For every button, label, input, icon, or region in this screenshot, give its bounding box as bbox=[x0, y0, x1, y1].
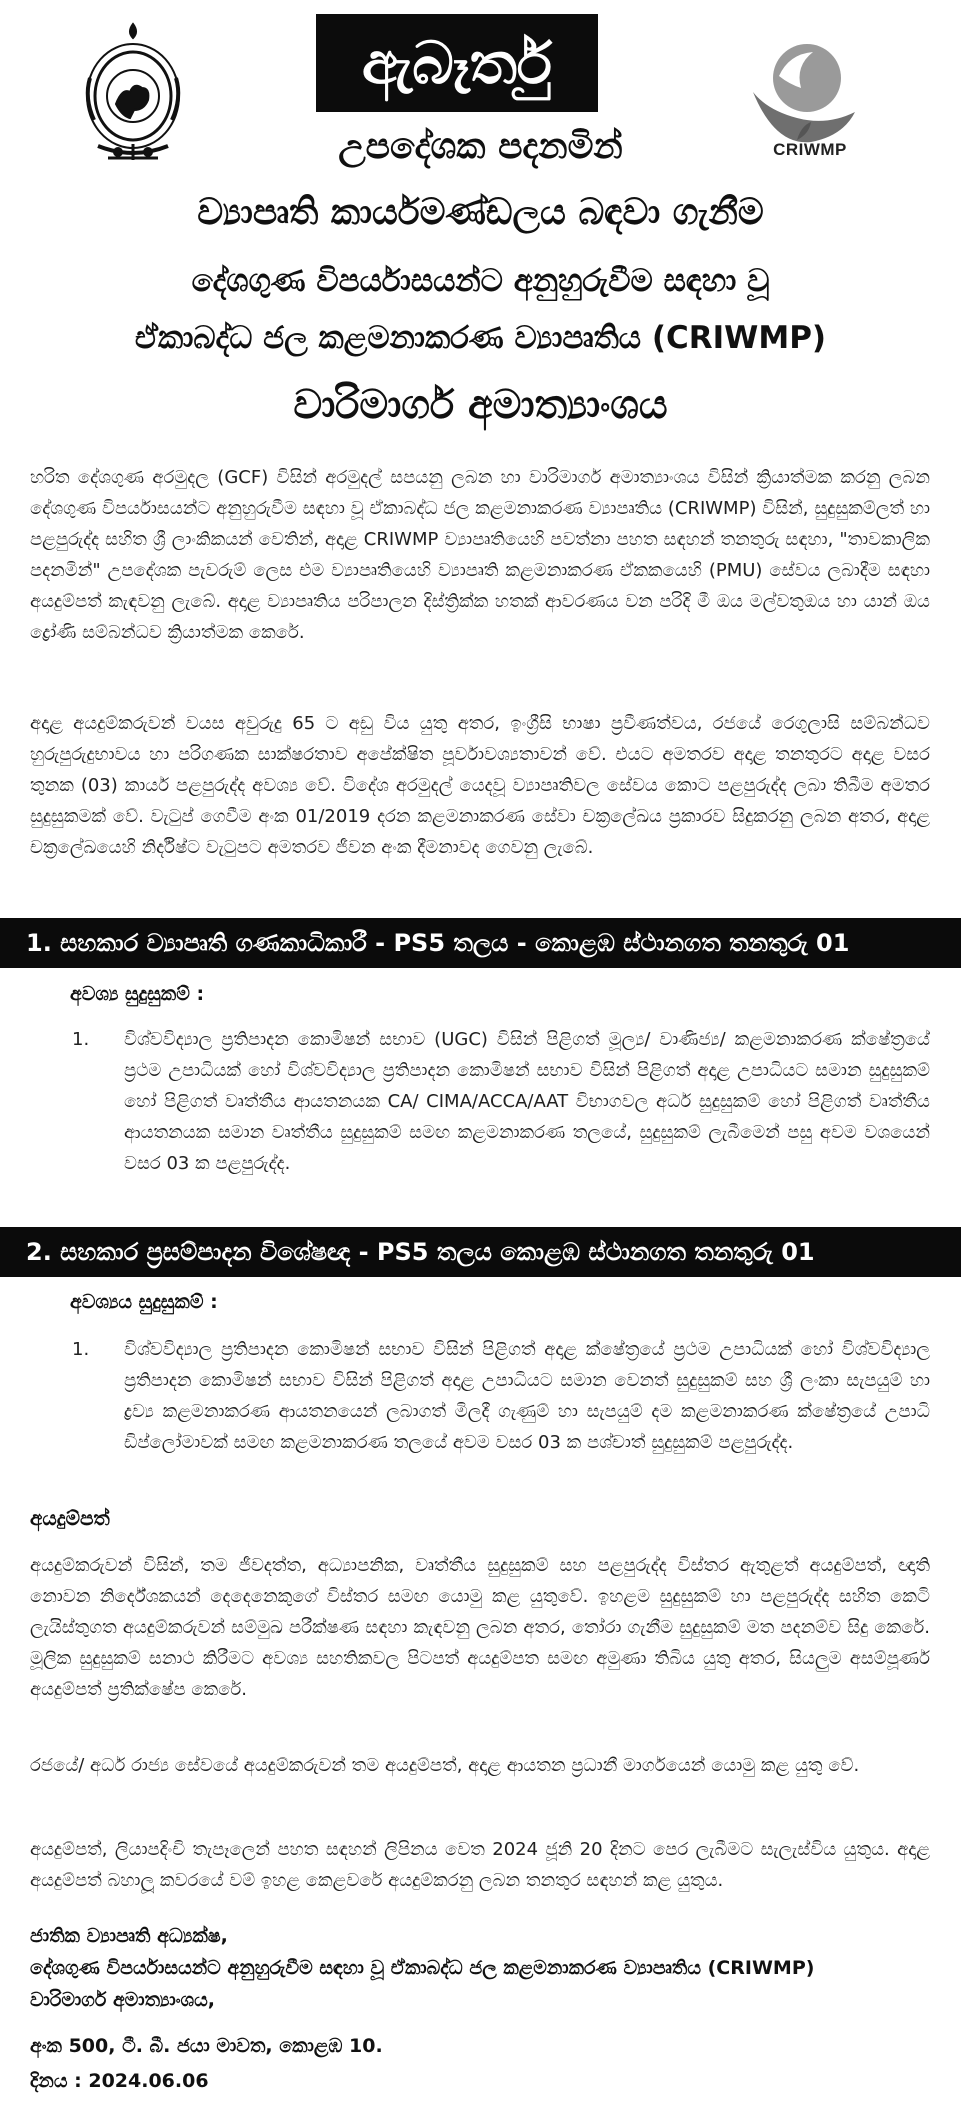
subtitle-staff-recruitment: ව්‍යාපෘති කාර්යමණ්ඩලය බඳවා ගැනීම bbox=[197, 192, 764, 233]
intro-paragraph-1: හරිත දේශගුණ අරමුදල (GCF) විසින් අරමුදල් සපයනු ලබන හා වාරිමාර්ග අමාත්‍යාංශය විසින් ක්‍රියාත්මක කරනු ලබන දේශගුණ විපර්යාසයන්ට අනුහුරුවීම සඳහා වූ ඒකාබද්ධ ජල කළමනාකරණ ව්‍යාපෘතිය (CRIWMP) විසින්, සුදුසුකම්ලත් හා පළපුරුද්ද සහිත ශ්‍රී ලාංකිකයන් වෙතින්, අදාළ CRIWMP ව්‍යාපෘතියෙහි පවත්නා පහත සඳහන් තනතුරු සඳහා, "තාවකාලික පදනමින්" උපදේශක පැවරුම් ලෙස එම ව්‍යාපෘතියෙහි ව්‍යාපෘති කළමනාකරණ ඒකකයෙහි (PMU) සේවය ලබාදීම සඳහා අයදුම්පත් කැඳවනු ලැබේ. අදාළ ව්‍යාපෘතිය පරිපාලන දිස්ත්‍රික්ක හතක් ආවරණය වන පරිදි මී ඔය මල්වතුඔය හා යාන් ඔය ද්‍රෝණි සම්බන්ධව ක්‍රියාත්මක කෙරේ. bbox=[30, 467, 930, 643]
applications-paragraph-1: අයදුම්කරුවන් විසින්, තම ජීවදත්ත, අධ්‍යාපනික, වෘත්තීය සුදුසුකම් සහ පළපුරුද්ද විස්තර ඇතුළත් අයදුම්පත්, ඥාති නොවන නිර්දේශකයන් දෙදෙනෙකුගේ විස්තර සමඟ යොමු කළ යුතුවේ. ඉහළම සුදුසුකම් හා පළපුරුද්ද සහිත කෙටි ලැයිස්තුගත අයදුම්කරුවන් සම්මුඛ පරීක්ෂණ සඳහා කැඳවනු ලබන අතර, තෝරා ගැනීම සුදුසුකම් මත පදනම්ව සිදු කෙරේ. මූලික සුදුසුකම් සනාථ කිරීමට අවශ්‍ය සහතිකවල පිටපත් අයදුම්පත සමඟ අමුණා තිබිය යුතු අතර, සියලුම අසම්පූර්ණ අයදුම්පත් ප්‍රතික්ෂේප කෙරේ. bbox=[30, 1555, 930, 1700]
subtitle-project-name: ඒකාබද්ධ ජල කළමනාකරණ ව්‍යාපෘතිය (CRIWMP) bbox=[134, 320, 827, 356]
requirement-number: 1. bbox=[72, 1339, 90, 1360]
signatory-title: ජාතික ව්‍යාපෘති අධ්‍යක්ෂ, bbox=[30, 1925, 228, 1947]
advertisement-title: ඇබෑර්තු bbox=[316, 14, 598, 112]
signatory-project: දේශගුණ විපර්යාසයන්ට අනුහුරුවීම සඳහා වූ ඒකාබද්ධ ජල කළමනාකරණ ව්‍යාපෘතිය (CRIWMP) bbox=[30, 1957, 815, 1979]
position-1-requirement-item bbox=[72, 1024, 930, 1179]
applications-paragraph-2: රජයේ/ අර්ධ රාජ්‍ය සේවයේ අයදුම්කරුවන් තම අයදුම්පත්, අදාළ ආයතන ප්‍රධානී මාර්ගයෙන් යොමු කළ යුතු වේ. bbox=[30, 1755, 860, 1776]
position-2-requirement-item bbox=[72, 1334, 930, 1458]
position-2-title-bar: 2. සහකාර ප්‍රසම්පාදන විශේෂඥ - PS5 තලය කොළඹ ස්ථානගත තනතුරු 01 bbox=[0, 1227, 961, 1277]
advertisement-date: දිනය : 2024.06.06 bbox=[30, 2070, 209, 2092]
subtitle-climate-adaptation: දේශගුණ විපර්යාසයන්ට අනුහුරුවීම සඳහා වූ bbox=[191, 263, 770, 299]
signatory-address: අංක 500, ටී. බී. ජයා මාවත, කොළඹ 10. bbox=[30, 2035, 383, 2057]
requirement-text: විශ්වවිද්‍යාල ප්‍රතිපාදන කොමිෂන් සභාව විසින් පිළිගත් අදාළ ක්ෂේත්‍රයේ ප්‍රථම උපාධියක් හෝ විශ්වවිද්‍යාල ප්‍රතිපාදන කොමිෂන් සභාව විසින් පිළිගත් අදාළ උපාධියට සමාන වෙනත් සුදුසුකම් සහ ශ්‍රී ලංකා සැපයුම් හා ද්‍රව්‍ය කළමනාකරණ ආයතනයෙන් ලබාගත් මිලදී ගැණුම් හා සැපයුම් දම කළමනාකරණ ක්ෂේත්‍රයේ උපාධි ඩිප්ලෝමාවක් සමඟ කළමනාකරණ තලයේ අවම වසර 03 ක පශ්චාත් සුදුසුකම් පළපුරුද්ද. bbox=[124, 1339, 930, 1453]
position-1-requirements-heading: අවශ්‍ය සුදුසුකම් : bbox=[70, 983, 205, 1005]
requirement-number: 1. bbox=[72, 1029, 90, 1050]
position-1-title-bar: 1. සහකාර ව්‍යාපෘති ගණකාධිකාරී - PS5 තලය - කොළඹ ස්ථානගත තනතුරු 01 bbox=[0, 918, 961, 968]
criwmp-logo-text: CRIWMP bbox=[773, 140, 847, 159]
subtitle-consultancy-basis: උපදේශක පදනමින් bbox=[338, 126, 623, 167]
subtitle-ministry: වාරිමාර්ග අමාත්‍යාංශය bbox=[293, 382, 668, 428]
applications-paragraph-3: අයදුම්පත්, ලියාපදිංචි තැපෑලෙන් පහත සඳහන් ලිපිනය වෙත 2024 ජූනි 20 දිනට පෙර ලැබීමට සැලැස්විය යුතුය. අදාළ අයදුම්පත් බහාලූ කවරයේ වම් ඉහළ කෙළවරේ අයදුම්කරනු ලබන තනතුර සඳහන් කළ යුතුය. bbox=[30, 1839, 930, 1891]
intro-paragraph-2: අදාළ අයදුම්කරුවන් වයස අවුරුදු 65 ට අඩු විය යුතු අතර, ඉංග්‍රීසි භාෂා ප්‍රවීණත්වය, රජයේ රෙගුලාසි සම්බන්ධව හුරුපුරුදුභාවය හා පරිගණක සාක්ෂරතාව අපේක්ෂිත පූර්වාවශ්‍යතාවන් වේ. එයට අමතරව අදාළ තනතුරට අදාළ වසර තුනක (03) කාර්ය පළපුරුද්ද අවශ්‍ය වේ. විදේශ අරමුදල් යෙදවූ ව්‍යාපෘතිවල සේවය කොට පළපුරුද්ද ලබා තිබීම අමතර සුදුසුකමක් වේ. වැටුප් ගෙවීම අංක 01/2019 දරන කළමනාකරණ සේවා චක්‍රලේඛය ප්‍රකාරව සිදුකරනු ලබන අතර, අදාළ චක්‍රලේඛයෙහි නිර්දිෂ්ට වැටුපට අමතරව ජීවන අංක දීමනාවද ගෙවනු ලැබේ. bbox=[30, 713, 930, 858]
signatory-ministry: වාරිමාර්ග අමාත්‍යාංශය, bbox=[30, 1989, 216, 2011]
applications-heading: අයදුම්පත් bbox=[30, 1506, 110, 1530]
requirement-text: විශ්වවිද්‍යාල ප්‍රතිපාදන කොමිෂන් සභාව (UGC) විසින් පිළිගත් මූල්‍ය/ වාණිජ්‍ය/ කළමනාකරණ ක්ෂේත්‍රයේ ප්‍රථම උපාධියක් හෝ විශ්වවිද්‍යාල ප්‍රතිපාදන කොමිෂන් සභාව විසින් පිළිගත් අදාළ උපාධියට සමාන සුදුසුකම් හෝ පිළිගත් වෘත්තීය ආයතනයක CA/ CIMA/ACCA/AAT විභාගවල අර්ධ සුදුසුකම් හෝ පිළිගත් වෘත්තීය ආයතනයක සමාන වෘත්තීය සුදුසුකම් සමඟ කළමනාකරණ තලයේ, සුදුසුකම් ලැබීමෙන් පසු අවම වශයෙන් වසර 03 ක පළපුරුද්ද. bbox=[124, 1029, 930, 1174]
position-2-requirements-heading: අවශ්‍යය සුදුසුකම් : bbox=[70, 1291, 218, 1313]
